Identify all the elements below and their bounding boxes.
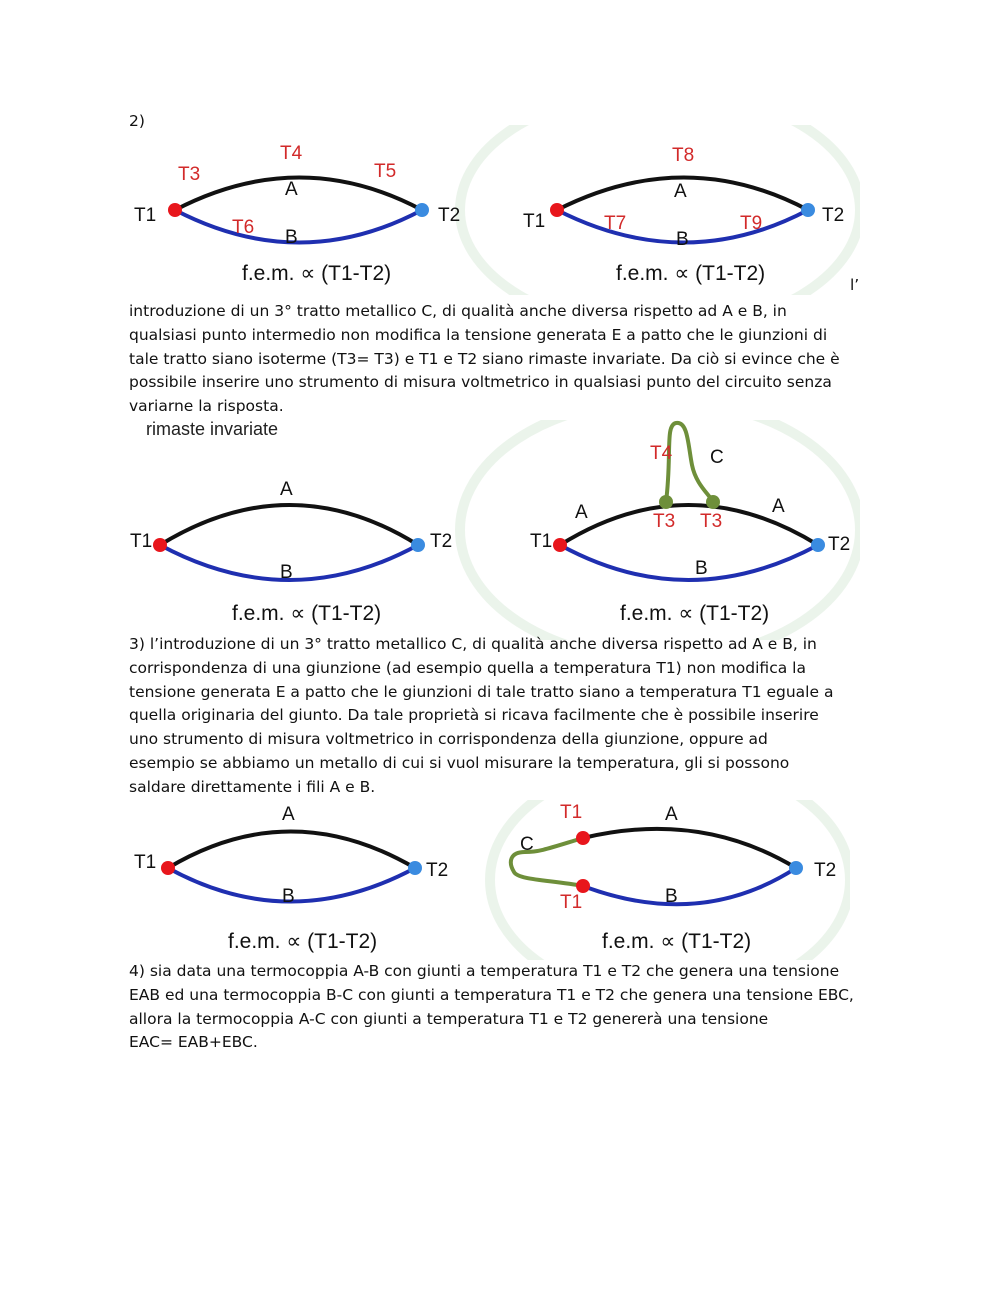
text-line: corrispondenza di una giunzione (ad esempio quella a temperatura T1) non modifica la [129, 658, 806, 677]
figure-1-left-diagram [134, 143, 460, 285]
wire-a [168, 832, 415, 869]
label-wire-a-left: A [575, 502, 588, 523]
hot-junction-bottom [576, 879, 590, 893]
section-3-text [129, 633, 874, 800]
text-line: introduzione di un 3° tratto metallico C, di qualità anche diversa rispetto ad A e B, in [129, 302, 787, 320]
label-t5: T5 [374, 161, 397, 182]
label-t3-right: T3 [700, 511, 723, 532]
text-line: tale tratto siano isoterme (T3= T3) e T1 e T2 siano rimaste invariate. Da ciò si evince che è [129, 349, 840, 368]
label-wire-b: B [285, 227, 298, 248]
cold-junction [415, 203, 429, 217]
formula: f.e.m. ∝ (T1-T2) [620, 602, 770, 625]
hot-junction [161, 861, 175, 875]
cold-junction [411, 538, 425, 552]
label-t6: T6 [232, 217, 255, 238]
formula: f.e.m. ∝ (T1-T2) [242, 262, 392, 285]
label-wire-c: C [710, 447, 724, 468]
label-wire-a: A [282, 804, 295, 825]
text-line: qualsiasi punto intermedio non modifica la tensione generata E a patto che le giunzioni di [129, 325, 828, 344]
label-wire-b: B [280, 562, 293, 583]
text-line: tensione generata E a patto che le giunzioni di tale tratto siano a temperatura T1 eguale a [129, 682, 834, 701]
text-line: uno strumento di misura voltmetrico in corrispondenza della giunzione, oppure ad [129, 730, 768, 749]
wire-b [583, 868, 796, 904]
label-t3-left: T3 [653, 511, 676, 532]
trailing-fragment: l’ [850, 276, 860, 294]
junction-c-right [706, 495, 720, 509]
label-t4: T4 [650, 443, 673, 464]
text-line: allora la termocoppia A-C con giunti a temperatura T1 e T2 genererà una tensione [129, 1009, 769, 1028]
label-t1: T1 [523, 211, 546, 232]
figure-caption: rimaste invariate [146, 419, 279, 439]
cold-junction [811, 538, 825, 552]
label-t2: T2 [430, 531, 453, 552]
figure-2-right-diagram [530, 423, 850, 625]
label-t1: T1 [530, 531, 553, 552]
text-line: possibile inserire uno strumento di misura voltmetrico in qualsiasi punto del circuito senza [129, 373, 832, 392]
text-line: 3) l’introduzione di un 3° tratto metallico C, di qualità anche diversa rispetto ad A e B, in [129, 635, 817, 653]
text-line: EAB ed una termocoppia B-C con giunti a temperatura T1 e T2 che genera una tensione EBC, [129, 985, 854, 1004]
section-4-text [129, 960, 874, 1055]
junction-c-left [659, 495, 673, 509]
cold-junction [789, 861, 803, 875]
wire-b [560, 545, 818, 580]
figure-3-right-diagram [511, 802, 836, 953]
wire-b [175, 210, 422, 243]
wire-a [175, 178, 422, 211]
label-t2: T2 [814, 860, 837, 881]
label-wire-a-right: A [772, 496, 785, 517]
label-t3: T3 [178, 164, 201, 185]
hot-junction-top [576, 831, 590, 845]
label-t1-bottom: T1 [560, 892, 583, 913]
label-t2: T2 [828, 534, 851, 555]
label-t1: T1 [134, 852, 157, 873]
figure-3-left-diagram [134, 804, 448, 953]
label-wire-a: A [285, 179, 298, 200]
label-t1: T1 [134, 205, 157, 226]
text-line: 4) sia data una termocoppia A-B con giunti a temperatura T1 e T2 che genera una tensione [129, 962, 840, 980]
label-wire-b: B [282, 886, 295, 907]
label-t1: T1 [130, 531, 153, 552]
label-t2: T2 [438, 205, 461, 226]
hot-junction [553, 538, 567, 552]
figure-1-thermocouple-isothermal [120, 135, 880, 295]
label-t1-top: T1 [560, 802, 583, 823]
formula: f.e.m. ∝ (T1-T2) [232, 602, 382, 625]
formula: f.e.m. ∝ (T1-T2) [602, 930, 752, 953]
label-t2: T2 [822, 205, 845, 226]
label-wire-a: A [665, 804, 678, 825]
wire-a [160, 505, 418, 545]
label-wire-a: A [674, 181, 687, 202]
formula: f.e.m. ∝ (T1-T2) [228, 930, 378, 953]
wire-c [666, 423, 713, 502]
text-line: EAC= EAB+EBC. [129, 1033, 258, 1052]
label-t9: T9 [740, 213, 763, 234]
cold-junction [801, 203, 815, 217]
label-wire-c: C [520, 834, 534, 855]
label-t2: T2 [426, 860, 449, 881]
figure-2-intermediate-conductor [120, 415, 880, 630]
label-t7: T7 [604, 213, 627, 234]
formula: f.e.m. ∝ (T1-T2) [616, 262, 766, 285]
cold-junction [408, 861, 422, 875]
text-line: saldare direttamente i fili A e B. [129, 777, 376, 796]
figure-1-right-diagram [523, 145, 844, 285]
hot-junction [550, 203, 564, 217]
section-2-heading: 2) [129, 112, 145, 130]
text-line: esempio se abbiamo un metallo di cui si vuol misurare la temperatura, gli si possono [129, 753, 790, 772]
text-line: variarne la risposta. [129, 397, 284, 416]
hot-junction [153, 538, 167, 552]
label-wire-a: A [280, 479, 293, 500]
hot-junction [168, 203, 182, 217]
label-wire-b: B [695, 558, 708, 579]
figure-2-left-diagram [130, 479, 452, 625]
label-t4: T4 [280, 143, 303, 164]
label-t8: T8 [672, 145, 695, 166]
label-wire-b: B [676, 229, 689, 250]
text-line: quella originaria del giunto. Da tale proprietà si ricava facilmente che è possibile inserire [129, 706, 819, 725]
figure-3-junction-insertion [120, 800, 880, 960]
wire-a [583, 829, 796, 868]
label-wire-b: B [665, 886, 678, 907]
section-2-text [129, 300, 874, 419]
